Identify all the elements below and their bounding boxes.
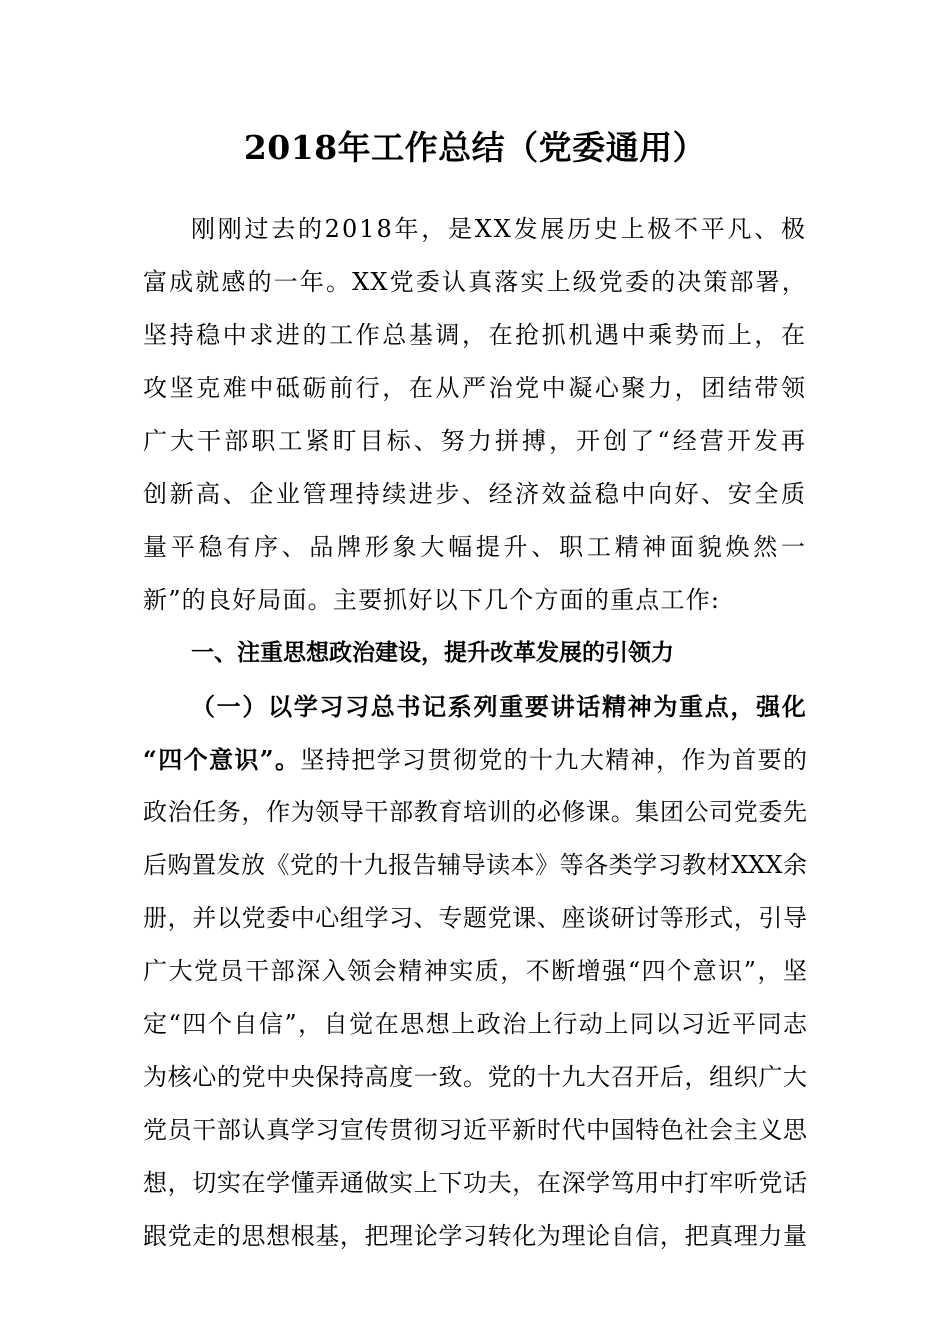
section-heading: 一、注重思想政治建设，提升改革发展的引领力 [191, 640, 674, 666]
paragraph-line: 富成就感的一年。XX党委认真落实上级党委的决策部署， [143, 268, 807, 296]
paragraph-line: 跟党走的思想根基，把理论学习转化为理论自信，把真理力量 [143, 1222, 807, 1250]
paragraph-line: 广大干部职工紧盯目标、努力拼搏，开创了“经营开发再 [143, 427, 807, 455]
paragraph-line: 广大党员干部深入领会精神实质，不断增强“四个意识”，坚 [143, 957, 807, 985]
paragraph-line: 攻坚克难中砥砺前行，在从严治党中凝心聚力，团结带领 [143, 374, 807, 402]
document-title: 2018年工作总结（党委通用） [243, 128, 707, 167]
subsection-heading-tail: “四个意识”。 [143, 745, 301, 774]
paragraph-text: 坚持把学习贯彻党的十九大精神，作为首要的 [300, 746, 808, 774]
paragraph-line: 刚刚过去的2018年，是XX发展历史上极不平凡、极 [191, 215, 807, 243]
paragraph-line: 量平稳有序、品牌形象大幅提升、职工精神面貌焕然一 [143, 533, 807, 561]
document-body [143, 203, 807, 1263]
paragraph-line [143, 733, 807, 786]
paragraph-line: 坚持稳中求进的工作总基调，在抢抓机遇中乘势而上，在 [143, 321, 807, 349]
paragraph-line: 定“四个自信”，自觉在思想上政治上行动上同以习近平同志 [143, 1010, 807, 1038]
paragraph-line: 政治任务，作为领导干部教育培训的必修课。集团公司党委先 [143, 798, 807, 826]
paragraph-line: 册，并以党委中心组学习、专题党课、座谈研讨等形式，引导 [143, 904, 807, 932]
paragraph-line: 后购置发放《党的十九报告辅导读本》等各类学习教材XXX余 [143, 851, 807, 879]
paragraph-line: 创新高、企业管理持续进步、经济效益稳中向好、安全质 [143, 480, 807, 508]
paragraph-line: 新”的良好局面。主要抓好以下几个方面的重点工作: [143, 586, 721, 614]
subsection-heading: （一）以学习习总书记系列重要讲话精神为重点，强化 [191, 692, 807, 721]
paragraph-line: 党员干部认真学习宣传贯彻习近平新时代中国特色社会主义思 [143, 1116, 807, 1144]
paragraph-line: 想，切实在学懂弄通做实上下功夫，在深学笃用中打牢听党话 [143, 1169, 807, 1197]
paragraph-line: 为核心的党中央保持高度一致。党的十九大召开后，组织广大 [143, 1063, 807, 1091]
